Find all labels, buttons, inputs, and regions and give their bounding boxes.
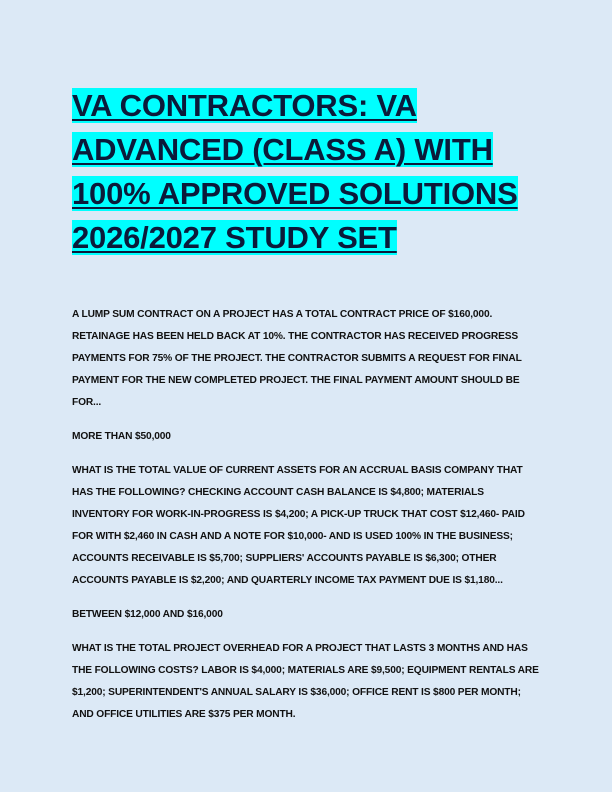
answer-1: MORE THAN $50,000 xyxy=(72,431,171,442)
question-1: A LUMP SUM CONTRACT ON A PROJECT HAS A TOTAL CONTRACT PRICE OF $160,000. RETAINAGE HAS BEEN HELD BACK AT 10%. THE CONTRACTOR HAS RECEIVED PROGRESS PAYMENTS FOR 75% OF THE PROJECT. THE CONTRACTOR SUBMITS A REQUEST FOR FINAL PAYMENT FOR THE NEW COMPLETED PROJECT. THE FINAL PAYMENT AMOUNT SHOULD BE FOR... xyxy=(72,309,522,408)
answer-2: BETWEEN $12,000 AND $16,000 xyxy=(72,609,223,620)
document-page xyxy=(72,84,542,738)
question-3: WHAT IS THE TOTAL PROJECT OVERHEAD FOR A PROJECT THAT LASTS 3 MONTHS AND HAS THE FOLLOWING COSTS? LABOR IS $4,000; MATERIALS ARE $9,500; EQUIPMENT RENTALS ARE $1,200; SUPERINTENDENT'S ANNUAL SALARY IS $36,000; OFFICE RENT IS $800 PER MONTH; AND OFFICE UTILITIES ARE $375 PER MONTH. xyxy=(72,643,539,720)
document-title xyxy=(72,84,542,260)
document-body xyxy=(72,304,542,726)
question-2: WHAT IS THE TOTAL VALUE OF CURRENT ASSETS FOR AN ACCRUAL BASIS COMPANY THAT HAS THE FOLLOWING? CHECKING ACCOUNT CASH BALANCE IS $4,800; MATERIALS INVENTORY FOR WORK-IN-PROGRESS IS $4,200; A PICK-UP TRUCK THAT COST $12,460- PAID FOR WITH $2,460 IN CASH AND A NOTE FOR $10,000- AND IS USED 100% IN THE BUSINESS; ACCOUNTS RECEIVABLE IS $5,700; SUPPLIERS' ACCOUNTS PAYABLE IS $6,300; OTHER ACCOUNTS PAYABLE IS $2,200; AND QUARTERLY INCOME TAX PAYMENT DUE IS $1,180... xyxy=(72,465,525,586)
document-title-text: VA CONTRACTORS: VA ADVANCED (CLASS A) WITH 100% APPROVED SOLUTIONS 2026/2027 STUDY SET xyxy=(72,88,518,255)
